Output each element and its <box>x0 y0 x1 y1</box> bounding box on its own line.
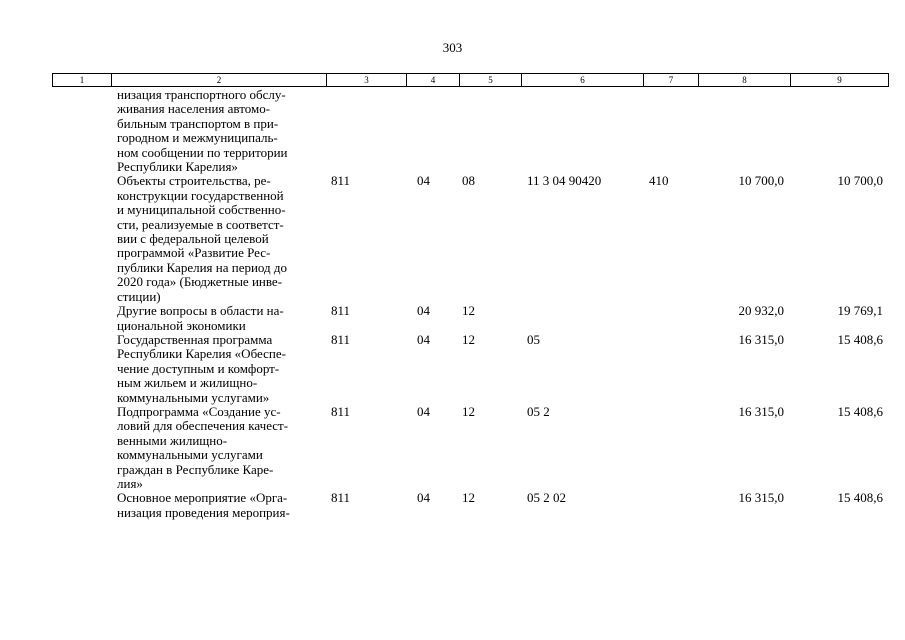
cell-col-3: 811 <box>331 173 351 189</box>
row-description: низация транспортного обслу- живания населения автомо- бильным транспортом в при- городном и межмуниципаль- ном сообщении по территории Республики Карелия» <box>117 87 288 175</box>
cell-col-8: 16 315,0 <box>738 490 784 506</box>
cell-col-6: 11 3 04 90420 <box>527 173 602 189</box>
column-number-9: 9 <box>791 74 889 86</box>
column-number-5: 5 <box>460 74 522 86</box>
table-row <box>0 491 905 520</box>
cell-col-9: 10 700,0 <box>837 173 883 189</box>
cell-col-8: 16 315,0 <box>738 403 784 419</box>
cell-col-6: 05 <box>527 331 540 347</box>
cell-col-5: 12 <box>462 331 475 347</box>
cell-col-4: 04 <box>417 303 430 319</box>
column-number-2: 2 <box>112 74 327 86</box>
row-description: Объекты строительства, ре- конструкции государственной и муниципальной собственно- сти, реализуемые в соответст- вии с федеральной целевой программой «Развитие Рес- публики Карелия на период до 2020 года» (Бюджетные инве- стиции) <box>117 173 288 304</box>
budget-table-body <box>0 88 905 520</box>
row-description: Основное мероприятие «Орга- низация проведения мероприя- <box>117 490 290 520</box>
cell-col-3: 811 <box>331 303 351 319</box>
table-row <box>0 88 905 174</box>
cell-col-4: 04 <box>417 331 430 347</box>
cell-col-9: 15 408,6 <box>837 331 883 347</box>
cell-col-5: 12 <box>462 403 475 419</box>
table-row <box>0 174 905 304</box>
row-description: Другие вопросы в области на- циональной экономики <box>117 303 284 333</box>
column-number-3: 3 <box>327 74 407 86</box>
cell-col-8: 10 700,0 <box>738 173 784 189</box>
cell-col-3: 811 <box>331 490 351 506</box>
cell-col-8: 16 315,0 <box>738 331 784 347</box>
cell-col-4: 04 <box>417 173 430 189</box>
cell-col-9: 19 769,1 <box>837 303 883 319</box>
column-number-7: 7 <box>644 74 699 86</box>
column-number-header <box>52 73 889 87</box>
cell-col-5: 12 <box>462 303 475 319</box>
table-row <box>0 333 905 405</box>
cell-col-6: 05 2 <box>527 403 550 419</box>
cell-col-8: 20 932,0 <box>738 303 784 319</box>
table-row <box>0 304 905 333</box>
cell-col-4: 04 <box>417 490 430 506</box>
column-number-4: 4 <box>407 74 460 86</box>
cell-col-3: 811 <box>331 331 351 347</box>
column-number-6: 6 <box>522 74 644 86</box>
cell-col-9: 15 408,6 <box>837 403 883 419</box>
row-description: Подпрограмма «Создание ус- ловий для обеспечения качест- венными жилищно- коммунальными услугами граждан в Республике Каре- лия» <box>117 403 289 491</box>
row-description: Государственная программа Республики Карелия «Обеспе- чение доступным и комфорт- ным жильем и жилищно- коммунальными услугами» <box>117 331 286 405</box>
cell-col-5: 12 <box>462 490 475 506</box>
page-number: 303 <box>442 40 463 55</box>
cell-col-3: 811 <box>331 403 351 419</box>
cell-col-7: 410 <box>649 173 669 189</box>
column-number-8: 8 <box>699 74 791 86</box>
cell-col-6: 05 2 02 <box>527 490 566 506</box>
cell-col-4: 04 <box>417 403 430 419</box>
column-number-1: 1 <box>53 74 112 86</box>
table-row <box>0 405 905 491</box>
cell-col-5: 08 <box>462 173 475 189</box>
cell-col-9: 15 408,6 <box>837 490 883 506</box>
